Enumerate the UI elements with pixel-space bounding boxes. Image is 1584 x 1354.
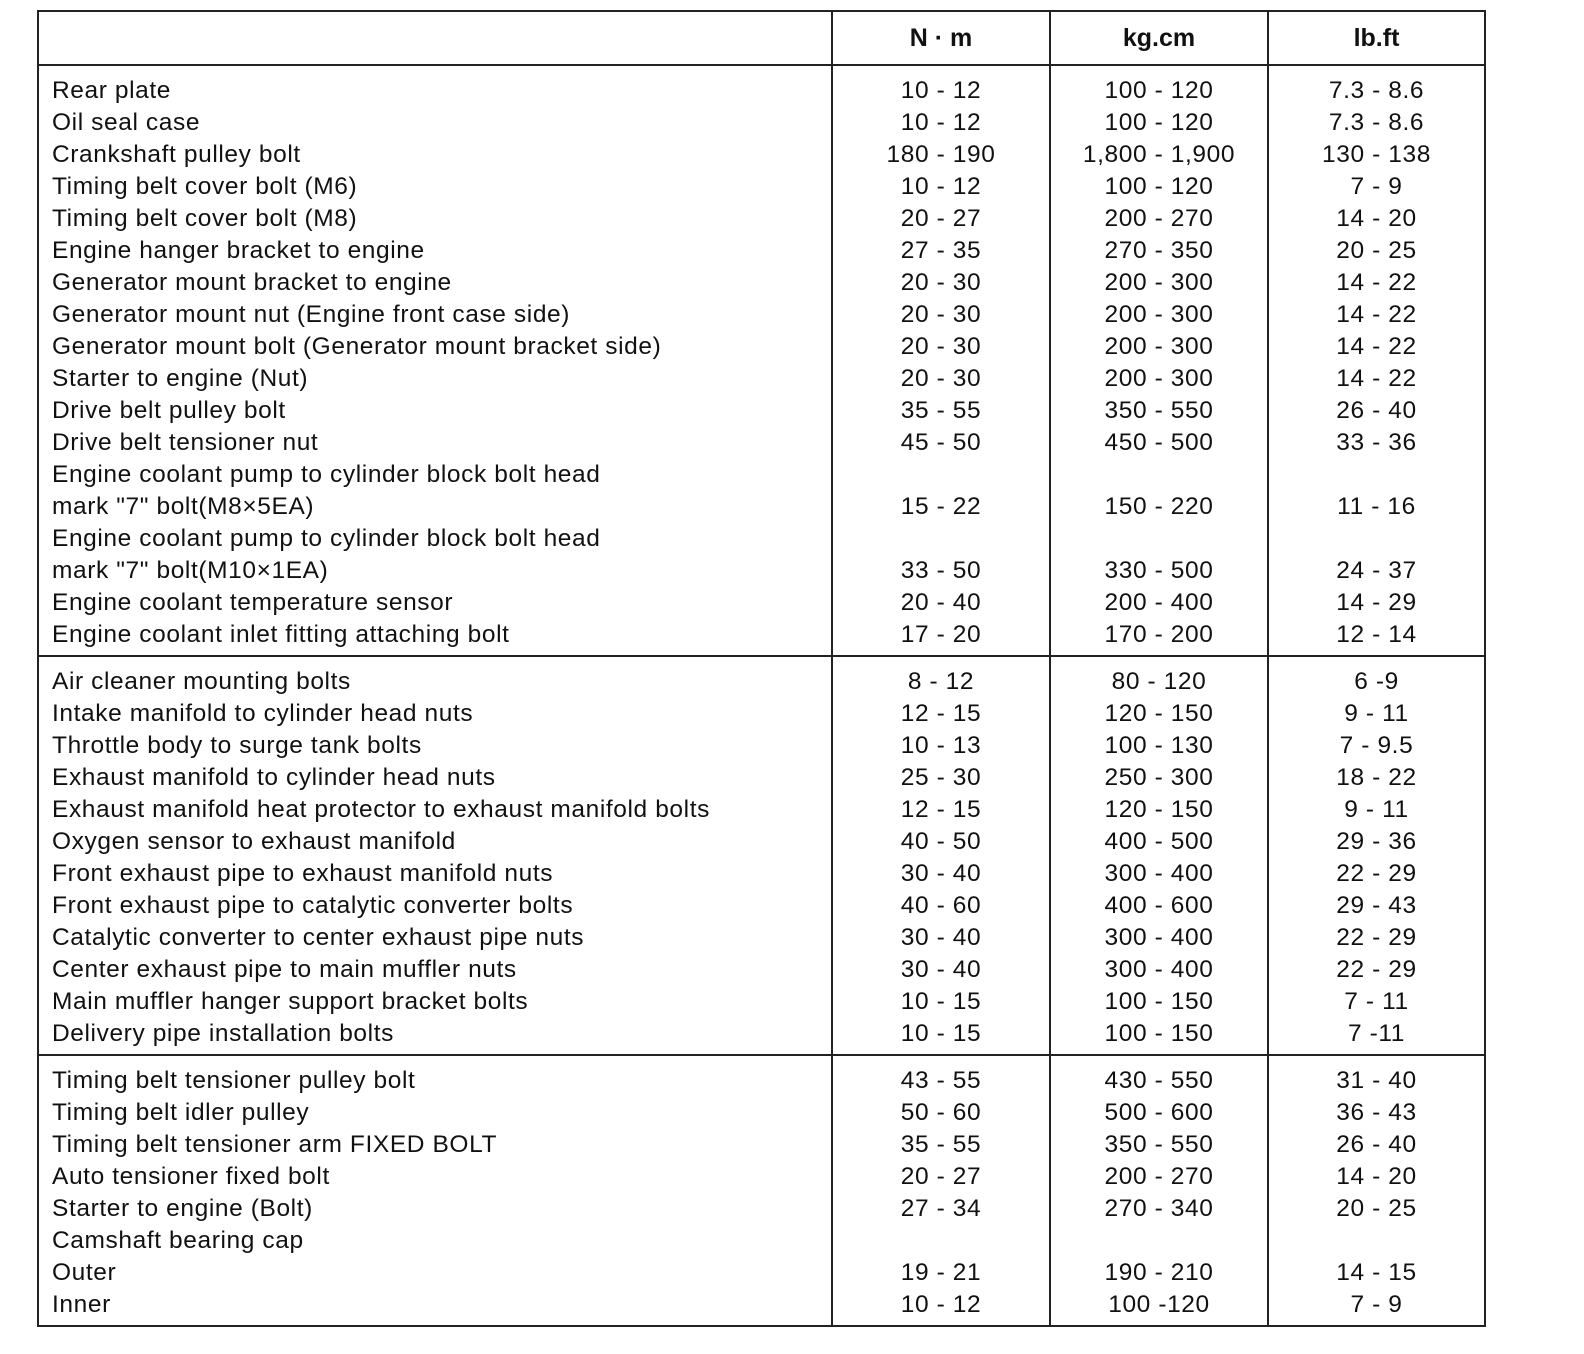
value-nm: 27 - 34 [900, 1195, 982, 1222]
value-nm: 19 - 21 [900, 1259, 982, 1286]
value-nm: 10 - 12 [900, 77, 982, 104]
value-lbft: 7.3 - 8.6 [1328, 77, 1425, 104]
item-label: Outer [52, 1259, 117, 1286]
value-lbft: 14 - 15 [1336, 1259, 1417, 1286]
value-lbft: 14 - 22 [1336, 269, 1417, 296]
value-lbft [1269, 523, 1484, 555]
value-kgcm: 120 - 150 [1104, 700, 1214, 727]
value-kgcm: 100 -120 [1108, 1291, 1210, 1318]
value-nm: 30 - 40 [900, 860, 982, 887]
value-nm [833, 1225, 1049, 1257]
value-lbft: 7 -11 [1347, 1020, 1406, 1047]
item-label: Oxygen sensor to exhaust manifold [52, 828, 456, 855]
value-lbft: 14 - 22 [1336, 365, 1417, 392]
value-kgcm [1051, 1225, 1267, 1257]
value-lbft: 26 - 40 [1336, 397, 1417, 424]
value-nm: 20 - 40 [900, 589, 982, 616]
item-label: Auto tensioner fixed bolt [52, 1163, 330, 1190]
item-label: Timing belt tensioner pulley bolt [52, 1067, 416, 1094]
col-kgcm [1050, 65, 1268, 656]
value-lbft: 7.3 - 8.6 [1328, 109, 1425, 136]
value-lbft: 22 - 29 [1336, 956, 1417, 983]
col-item [38, 1055, 832, 1326]
value-nm: 180 - 190 [886, 141, 996, 168]
value-kgcm: 270 - 350 [1104, 237, 1214, 264]
value-nm: 10 - 15 [900, 1020, 982, 1047]
value-kgcm: 200 - 270 [1104, 1163, 1214, 1190]
item-label: Oil seal case [52, 109, 201, 136]
item-label: Timing belt cover bolt (M8) [52, 205, 358, 232]
section-row [38, 1055, 1485, 1326]
item-label: Generator mount bolt (Generator mount bracket side) [52, 333, 662, 360]
col-nm [832, 1055, 1050, 1326]
value-nm: 30 - 40 [900, 956, 982, 983]
item-label: Generator mount bracket to engine [52, 269, 452, 296]
value-lbft: 12 - 14 [1336, 621, 1417, 648]
value-kgcm: 100 - 130 [1104, 732, 1214, 759]
value-nm: 35 - 55 [900, 397, 982, 424]
item-label: Exhaust manifold heat protector to exhaust manifold bolts [52, 796, 710, 823]
col-lbft [1268, 65, 1485, 656]
value-lbft: 14 - 20 [1336, 205, 1417, 232]
item-label: Catalytic converter to center exhaust pipe nuts [52, 924, 585, 951]
value-lbft: 14 - 29 [1336, 589, 1417, 616]
value-kgcm: 150 - 220 [1104, 493, 1214, 520]
value-nm: 25 - 30 [900, 764, 982, 791]
value-lbft [1269, 1225, 1484, 1257]
section-3 [38, 1055, 1485, 1326]
item-label: Front exhaust pipe to catalytic converter bolts [52, 892, 574, 919]
item-label: Drive belt tensioner nut [52, 429, 319, 456]
item-label: Center exhaust pipe to main muffler nuts [52, 956, 517, 983]
item-label: Timing belt idler pulley [52, 1099, 310, 1126]
section-1 [38, 65, 1485, 656]
header-item [38, 11, 832, 65]
value-lbft: 31 - 40 [1336, 1067, 1417, 1094]
header-kgcm: kg.cm [1050, 11, 1268, 65]
value-kgcm: 200 - 300 [1104, 365, 1214, 392]
value-kgcm: 200 - 270 [1104, 205, 1214, 232]
value-nm: 33 - 50 [900, 557, 982, 584]
value-lbft: 130 - 138 [1322, 141, 1431, 168]
value-nm: 10 - 12 [900, 173, 982, 200]
value-lbft: 29 - 43 [1336, 892, 1417, 919]
value-nm: 20 - 30 [900, 301, 982, 328]
value-kgcm: 200 - 400 [1104, 589, 1214, 616]
value-nm: 40 - 50 [900, 828, 982, 855]
col-lbft [1268, 1055, 1485, 1326]
value-nm: 10 - 12 [900, 109, 982, 136]
value-kgcm: 430 - 550 [1104, 1067, 1214, 1094]
value-kgcm [1051, 523, 1267, 555]
torque-spec-table [37, 10, 1486, 1327]
value-kgcm: 170 - 200 [1104, 621, 1214, 648]
value-kgcm: 250 - 300 [1104, 764, 1214, 791]
value-lbft: 29 - 36 [1336, 828, 1417, 855]
value-lbft: 24 - 37 [1336, 557, 1417, 584]
item-label: Generator mount nut (Engine front case side) [52, 301, 571, 328]
value-nm: 50 - 60 [900, 1099, 982, 1126]
value-lbft: 7 - 9.5 [1339, 732, 1414, 759]
item-label: Starter to engine (Bolt) [52, 1195, 313, 1222]
item-label: Timing belt cover bolt (M6) [52, 173, 358, 200]
value-nm: 20 - 27 [900, 1163, 982, 1190]
value-lbft: 14 - 22 [1336, 301, 1417, 328]
value-kgcm [1051, 459, 1267, 491]
section-row [38, 65, 1485, 656]
value-lbft: 22 - 29 [1336, 924, 1417, 951]
value-kgcm: 100 - 120 [1104, 77, 1214, 104]
value-nm [833, 459, 1049, 491]
item-label: Intake manifold to cylinder head nuts [52, 700, 474, 727]
item-label: mark "7" bolt(M8×5EA) [52, 493, 315, 520]
value-kgcm: 500 - 600 [1104, 1099, 1214, 1126]
item-label: Drive belt pulley bolt [52, 397, 286, 424]
value-kgcm: 100 - 150 [1104, 1020, 1214, 1047]
value-lbft: 33 - 36 [1336, 429, 1417, 456]
value-kgcm: 200 - 300 [1104, 333, 1214, 360]
section-row [38, 656, 1485, 1055]
value-kgcm: 300 - 400 [1104, 924, 1214, 951]
value-nm: 12 - 15 [900, 796, 982, 823]
item-label: Timing belt tensioner arm FIXED BOLT [52, 1131, 498, 1158]
col-nm [832, 65, 1050, 656]
value-lbft: 7 - 9 [1350, 173, 1403, 200]
table-header [38, 11, 1485, 65]
value-nm: 40 - 60 [900, 892, 982, 919]
item-label: mark "7" bolt(M10×1EA) [52, 557, 329, 584]
value-lbft: 26 - 40 [1336, 1131, 1417, 1158]
value-kgcm: 200 - 300 [1104, 269, 1214, 296]
value-nm: 35 - 55 [900, 1131, 982, 1158]
value-lbft: 9 - 11 [1344, 700, 1409, 727]
value-nm: 45 - 50 [900, 429, 982, 456]
col-nm [832, 656, 1050, 1055]
value-kgcm: 100 - 120 [1104, 109, 1214, 136]
value-kgcm: 270 - 340 [1104, 1195, 1214, 1222]
value-kgcm: 190 - 210 [1104, 1259, 1214, 1286]
value-nm: 17 - 20 [900, 621, 982, 648]
col-lbft [1268, 656, 1485, 1055]
value-nm [833, 523, 1049, 555]
item-label: Delivery pipe installation bolts [52, 1020, 394, 1047]
value-lbft: 20 - 25 [1336, 1195, 1417, 1222]
value-lbft: 11 - 16 [1337, 493, 1416, 520]
value-nm: 20 - 30 [900, 365, 982, 392]
value-lbft: 20 - 25 [1336, 237, 1417, 264]
value-lbft: 14 - 20 [1336, 1163, 1417, 1190]
value-kgcm: 300 - 400 [1104, 860, 1214, 887]
value-lbft: 14 - 22 [1336, 333, 1417, 360]
item-label: Crankshaft pulley bolt [52, 141, 301, 168]
item-label: Rear plate [52, 77, 172, 104]
value-kgcm: 450 - 500 [1104, 429, 1214, 456]
item-label: Engine coolant inlet fitting attaching bolt [52, 621, 510, 648]
value-lbft: 18 - 22 [1336, 764, 1417, 791]
value-kgcm: 200 - 300 [1104, 301, 1214, 328]
item-label: Air cleaner mounting bolts [52, 668, 351, 695]
col-kgcm [1050, 1055, 1268, 1326]
value-nm: 10 - 13 [900, 732, 982, 759]
value-kgcm: 350 - 550 [1104, 397, 1214, 424]
item-label: Exhaust manifold to cylinder head nuts [52, 764, 496, 791]
value-kgcm: 80 - 120 [1111, 668, 1207, 695]
value-nm: 10 - 15 [900, 988, 982, 1015]
value-lbft: 6 -9 [1354, 668, 1399, 695]
item-label: Camshaft bearing cap [52, 1227, 304, 1254]
item-label: Engine coolant pump to cylinder block bolt head [52, 461, 601, 488]
item-label: Engine coolant pump to cylinder block bolt head [52, 525, 601, 552]
section-2 [38, 656, 1485, 1055]
item-label: Inner [52, 1291, 111, 1318]
value-kgcm: 400 - 500 [1104, 828, 1214, 855]
item-label: Starter to engine (Nut) [52, 365, 309, 392]
col-kgcm [1050, 656, 1268, 1055]
value-lbft: 22 - 29 [1336, 860, 1417, 887]
item-label: Front exhaust pipe to exhaust manifold nuts [52, 860, 554, 887]
value-kgcm: 350 - 550 [1104, 1131, 1214, 1158]
value-lbft: 9 - 11 [1344, 796, 1409, 823]
item-label: Main muffler hanger support bracket bolts [52, 988, 529, 1015]
header-nm: N · m [832, 11, 1050, 65]
header-lbft: lb.ft [1268, 11, 1485, 65]
value-kgcm: 330 - 500 [1104, 557, 1214, 584]
value-nm: 15 - 22 [900, 493, 982, 520]
value-nm: 43 - 55 [900, 1067, 982, 1094]
value-lbft: 7 - 9 [1350, 1291, 1403, 1318]
value-lbft: 7 - 11 [1344, 988, 1409, 1015]
value-nm: 8 - 12 [907, 668, 975, 695]
value-kgcm: 120 - 150 [1104, 796, 1214, 823]
value-nm: 30 - 40 [900, 924, 982, 951]
value-nm: 27 - 35 [900, 237, 982, 264]
col-item [38, 656, 832, 1055]
header-row [38, 11, 1485, 65]
item-label: Throttle body to surge tank bolts [52, 732, 422, 759]
value-kgcm: 1,800 - 1,900 [1082, 141, 1236, 168]
item-label: Engine coolant temperature sensor [52, 589, 454, 616]
value-nm: 20 - 30 [900, 333, 982, 360]
value-kgcm: 100 - 150 [1104, 988, 1214, 1015]
value-nm: 20 - 30 [900, 269, 982, 296]
item-label: Engine hanger bracket to engine [52, 237, 425, 264]
value-lbft [1269, 459, 1484, 491]
value-kgcm: 100 - 120 [1104, 173, 1214, 200]
value-kgcm: 400 - 600 [1104, 892, 1214, 919]
value-kgcm: 300 - 400 [1104, 956, 1214, 983]
value-nm: 20 - 27 [900, 205, 982, 232]
value-nm: 10 - 12 [900, 1291, 982, 1318]
value-lbft: 36 - 43 [1336, 1099, 1417, 1126]
value-nm: 12 - 15 [900, 700, 982, 727]
col-item [38, 65, 832, 656]
